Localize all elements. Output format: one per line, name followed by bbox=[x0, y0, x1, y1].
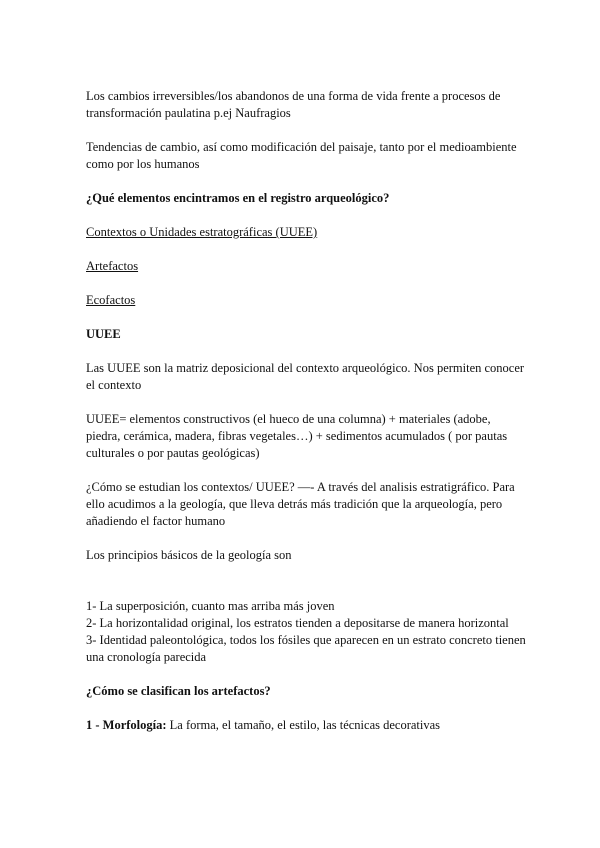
morfologia-label: 1 - Morfología: bbox=[86, 718, 167, 732]
list-item: 2- La horizontalidad original, los estratos tienden a depositarse de manera horizontal bbox=[86, 616, 509, 630]
paragraph-estudio: ¿Cómo se estudian los contextos/ UUEE? —- A través del analisis estratigráfico. Para ello acudimos a la geología, que lleva detrás más tradición que la arqueología, pero añadiendo el factor humano bbox=[86, 480, 515, 528]
link-ecofactos[interactable]: Ecofactos bbox=[86, 293, 136, 307]
heading-clasifican: ¿Cómo se clasifican los artefactos? bbox=[86, 684, 271, 698]
heading-uuee: UUEE bbox=[86, 327, 121, 341]
morfologia-text: La forma, el tamaño, el estilo, las técnicas decorativas bbox=[166, 718, 441, 732]
link-artefactos[interactable]: Artefactos bbox=[86, 259, 139, 273]
paragraph-morfologia bbox=[86, 717, 526, 734]
paragraph-tendencias: Tendencias de cambio, así como modificación del paisaje, tanto por el medioambiente como por los humanos bbox=[86, 140, 517, 171]
paragraph-uuee-definition: UUEE= elementos constructivos (el hueco de una columna) + materiales (adobe, piedra, cerámica, madera, fibras vegetales…) + sedimentos acumulados ( por pautas culturales o por pautas geológicas) bbox=[86, 412, 508, 460]
list-item: 3- Identidad paleontológica, todos los fósiles que aparecen en un estrato concreto tienen una cronología parecida bbox=[86, 633, 526, 664]
heading-elementos: ¿Qué elementos encintramos en el registro arqueológico? bbox=[86, 191, 390, 205]
list-item: 1- La superposición, cuanto mas arriba más joven bbox=[86, 599, 335, 613]
paragraph-principios: Los principios básicos de la geología son bbox=[86, 548, 292, 562]
blank-line bbox=[86, 581, 526, 598]
principles-list bbox=[86, 598, 526, 666]
paragraph-cambios: Los cambios irreversibles/los abandonos de una forma de vida frente a procesos de transformación paulatina p.ej Naufragios bbox=[86, 89, 501, 120]
paragraph-matriz: Las UUEE son la matriz deposicional del contexto arqueológico. Nos permiten conocer el contexto bbox=[86, 361, 525, 392]
link-contextos[interactable]: Contextos o Unidades estratográficas (UUEE) bbox=[86, 225, 318, 239]
document-body bbox=[86, 88, 526, 751]
